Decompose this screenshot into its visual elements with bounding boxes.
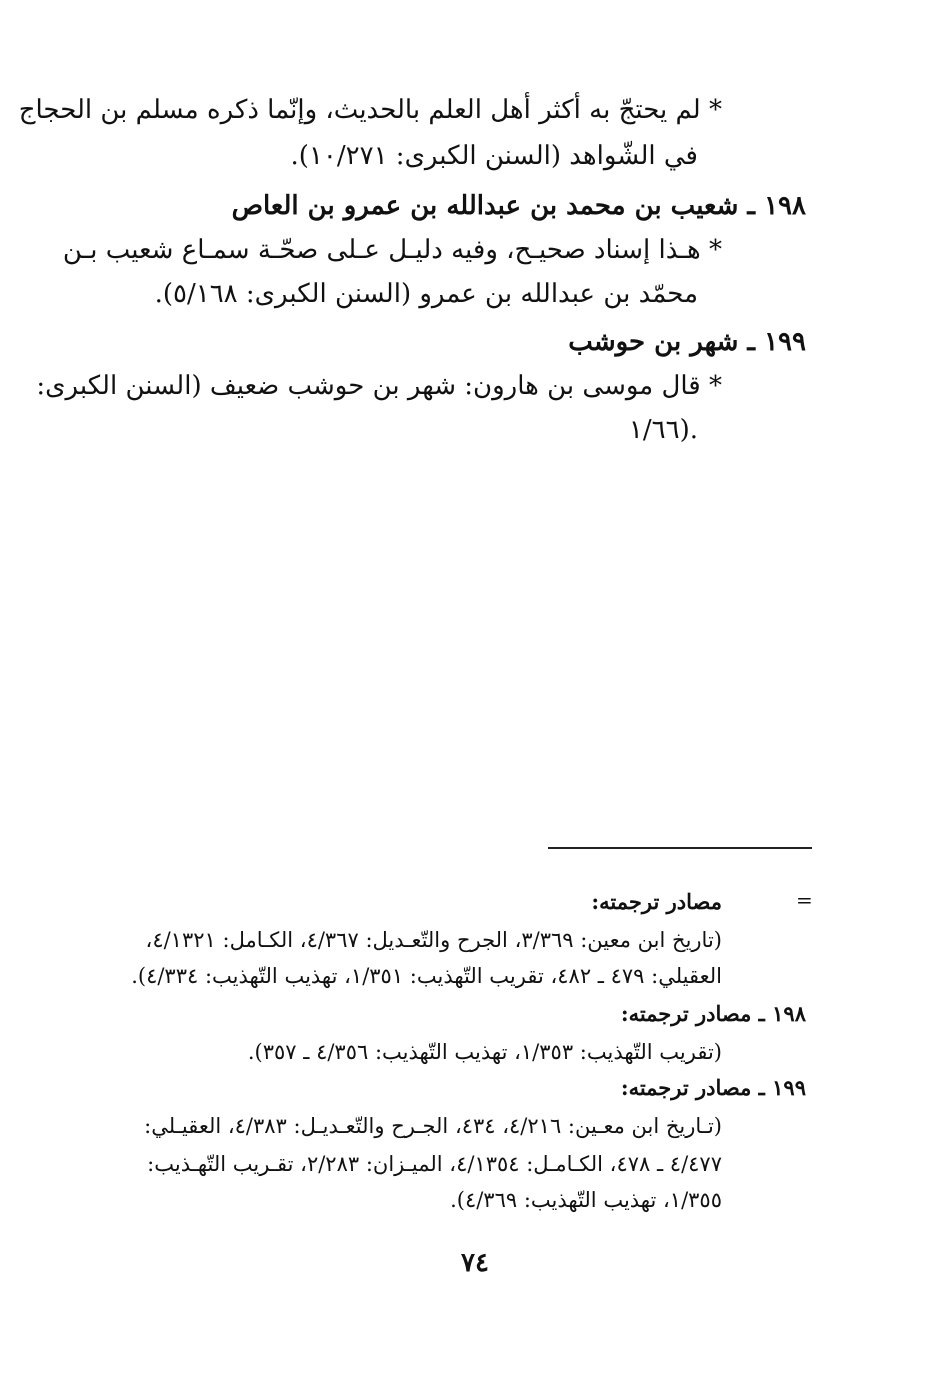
footnote-line-6: ١/٣٥٥، تهذيب التّهذيب: ٤/٣٦٩).	[450, 1188, 722, 1212]
main-line-8: ١/٦٦).	[628, 415, 698, 445]
footnote-continuation-marker: =	[796, 888, 813, 912]
entry-heading-198: ١٩٨ ـ شعيب بن محمد بن عبدالله بن عمرو بن العاص	[231, 191, 806, 221]
footnote-line-1: (تاريخ ابن معين: ٣/٣٦٩، الجرح والتّعـديل: ٤/٣٦٧، الكـامل: ٤/١٣٢١،	[145, 928, 722, 952]
page-number: ٧٤	[461, 1248, 489, 1278]
entry-heading-199: ١٩٩ ـ شهر بن حوشب	[568, 327, 806, 357]
main-line-7: * قال موسى بن هارون: شهر بن حوشب ضعيف (السنن الكبرى:	[36, 371, 722, 401]
footnote-heading-199: ١٩٩ ـ مصادر ترجمته:	[620, 1075, 806, 1100]
footnote-line-5: ٤/٤٧٧ ـ ٤٧٨، الكـامـل: ٤/١٣٥٤، الميـزان: ٢/٢٨٣، تقـريب التّهـذيب:	[147, 1152, 722, 1176]
footnote-heading-continued: مصادر ترجمته:	[591, 889, 722, 914]
footnote-separator	[548, 847, 812, 849]
main-line-2: في الشّواهد (السنن الكبرى: ١٠/٢٧١).	[290, 141, 698, 171]
main-line-1: * لم يحتجّ به أكثر أهل العلم بالحديث، وإنّما ذكره مسلم بن الحجاج	[18, 95, 722, 125]
footnote-heading-198: ١٩٨ ـ مصادر ترجمته:	[620, 1001, 806, 1026]
footnote-line-3: (تقريب التّهذيب: ١/٣٥٣، تهذيب التّهذيب: ٤/٣٥٦ ـ ٣٥٧).	[247, 1040, 722, 1064]
footnote-line-4: (تـاريخ ابن معـين: ٤/٢١٦، ٤٣٤، الجـرح والتّعـديـل: ٤/٣٨٣، العقيـلي:	[144, 1114, 722, 1138]
main-line-4: * هـذا إسناد صحيـح، وفيه دليـل عـلى صحّـة سمـاع شعيب بـن	[62, 235, 722, 265]
footnote-line-2: العقيلي: ٤٧٩ ـ ٤٨٢، تقريب التّهذيب: ١/٣٥١، تهذيب التّهذيب: ٤/٣٣٤).	[131, 964, 722, 988]
main-line-5: محمّد بن عبدالله بن عمرو (السنن الكبرى: ٥/١٦٨).	[154, 279, 698, 309]
